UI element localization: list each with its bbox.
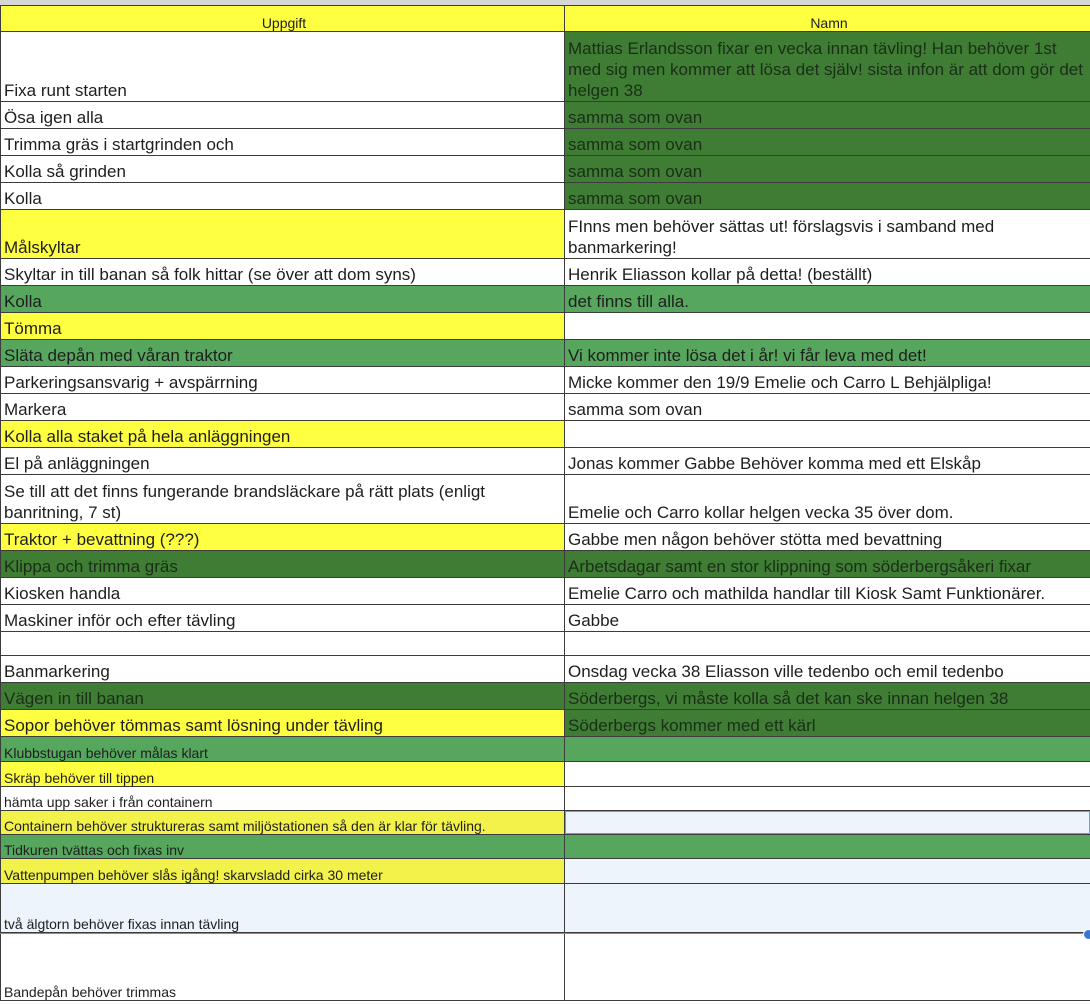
name-cell[interactable]: Mattias Erlandsson fixar en vecka innan tävling! Han behöver 1st med sig men kommer att lösa det själv! sista infon är att dom gör det helgen 38 bbox=[565, 32, 1090, 102]
name-cell[interactable]: Söderbergs kommer med ett kärl bbox=[565, 710, 1090, 737]
table-row bbox=[1, 259, 1090, 286]
task-cell[interactable]: Målskyltar bbox=[1, 210, 565, 259]
selection-border bbox=[0, 933, 1086, 934]
task-cell[interactable]: Kolla bbox=[1, 183, 565, 210]
table-row bbox=[1, 835, 1090, 859]
name-cell[interactable] bbox=[565, 421, 1090, 448]
table-row bbox=[1, 394, 1090, 421]
task-cell[interactable]: Traktor + bevattning (???) bbox=[1, 524, 565, 551]
task-cell[interactable]: Klippa och trimma gräs bbox=[1, 551, 565, 578]
name-cell[interactable]: Söderbergs, vi måste kolla så det kan ske innan helgen 38 bbox=[565, 683, 1090, 710]
task-cell[interactable]: Banmarkering bbox=[1, 656, 565, 683]
column-header-task[interactable]: Uppgift bbox=[1, 6, 565, 32]
table-row bbox=[1, 656, 1090, 683]
task-cell[interactable] bbox=[1, 632, 565, 656]
name-cell[interactable] bbox=[565, 762, 1090, 787]
task-cell[interactable]: Sopor behöver tömmas samt lösning under tävling bbox=[1, 710, 565, 737]
task-cell[interactable]: Fixa runt starten bbox=[1, 32, 565, 102]
task-cell[interactable]: Kolla bbox=[1, 286, 565, 313]
selection-handle[interactable] bbox=[1083, 929, 1090, 940]
name-cell[interactable]: Micke kommer den 19/9 Emelie och Carro L Behjälpliga! bbox=[565, 367, 1090, 394]
task-cell[interactable]: Skyltar in till banan så folk hittar (se över att dom syns) bbox=[1, 259, 565, 286]
task-cell[interactable]: Trimma gräs i startgrinden och bbox=[1, 129, 565, 156]
name-cell[interactable] bbox=[565, 787, 1090, 811]
name-cell[interactable] bbox=[565, 313, 1090, 340]
name-cell[interactable] bbox=[565, 835, 1090, 859]
table-row bbox=[1, 524, 1090, 551]
table-row bbox=[1, 683, 1090, 710]
table-row bbox=[1, 933, 1090, 1001]
table-row bbox=[1, 421, 1090, 448]
table-row bbox=[1, 605, 1090, 632]
task-cell[interactable]: två älgtorn behöver fixas innan tävling bbox=[1, 884, 565, 933]
task-cell[interactable]: Se till att det finns fungerande brandsläckare på rätt plats (enligt banritning, 7 st) bbox=[1, 475, 565, 524]
task-cell[interactable]: Bandepån behöver trimmas bbox=[1, 933, 565, 1001]
task-cell[interactable]: Parkeringsansvarig + avspärrning bbox=[1, 367, 565, 394]
name-cell[interactable]: Onsdag vecka 38 Eliasson ville tedenbo och emil tedenbo bbox=[565, 656, 1090, 683]
table-row bbox=[1, 632, 1090, 656]
table-row bbox=[1, 859, 1090, 884]
task-cell[interactable]: Tidkuren tvättas och fixas inv bbox=[1, 835, 565, 859]
table-row bbox=[1, 787, 1090, 811]
column-header-name[interactable]: Namn bbox=[565, 6, 1090, 32]
task-cell[interactable]: Skräp behöver till tippen bbox=[1, 762, 565, 787]
task-cell[interactable]: Vägen in till banan bbox=[1, 683, 565, 710]
task-spreadsheet bbox=[0, 5, 1090, 1001]
name-cell[interactable] bbox=[565, 632, 1090, 656]
table-row bbox=[1, 551, 1090, 578]
name-cell[interactable]: samma som ovan bbox=[565, 102, 1090, 129]
table-row bbox=[1, 578, 1090, 605]
task-cell[interactable]: Tömma bbox=[1, 313, 565, 340]
name-cell[interactable]: samma som ovan bbox=[565, 156, 1090, 183]
table-row bbox=[1, 884, 1090, 933]
header-row bbox=[1, 6, 1090, 32]
name-cell[interactable]: Emelie Carro och mathilda handlar till Kiosk Samt Funktionärer. bbox=[565, 578, 1090, 605]
table-row bbox=[1, 210, 1090, 259]
task-cell[interactable]: Kolla så grinden bbox=[1, 156, 565, 183]
name-cell[interactable] bbox=[565, 884, 1090, 933]
task-cell[interactable]: Kiosken handla bbox=[1, 578, 565, 605]
table-row bbox=[1, 340, 1090, 367]
name-cell[interactable] bbox=[565, 811, 1090, 835]
table-row bbox=[1, 156, 1090, 183]
table-row bbox=[1, 448, 1090, 475]
table-row bbox=[1, 286, 1090, 313]
name-cell[interactable]: Emelie och Carro kollar helgen vecka 35 över dom. bbox=[565, 475, 1090, 524]
task-cell[interactable]: Vattenpumpen behöver slås igång! skarvsladd cirka 30 meter bbox=[1, 859, 565, 884]
table-row bbox=[1, 313, 1090, 340]
task-cell[interactable]: Släta depån med våran traktor bbox=[1, 340, 565, 367]
task-cell[interactable]: Maskiner inför och efter tävling bbox=[1, 605, 565, 632]
name-cell[interactable]: Jonas kommer Gabbe Behöver komma med ett Elskåp bbox=[565, 448, 1090, 475]
name-cell[interactable] bbox=[565, 859, 1090, 884]
task-cell[interactable]: Klubbstugan behöver målas klart bbox=[1, 737, 565, 762]
table-row bbox=[1, 710, 1090, 737]
name-cell[interactable]: samma som ovan bbox=[565, 183, 1090, 210]
name-cell[interactable]: det finns till alla. bbox=[565, 286, 1090, 313]
table-row bbox=[1, 762, 1090, 787]
table-row bbox=[1, 32, 1090, 102]
table-row bbox=[1, 737, 1090, 762]
name-cell[interactable]: samma som ovan bbox=[565, 129, 1090, 156]
table-row bbox=[1, 183, 1090, 210]
table-row bbox=[1, 129, 1090, 156]
name-cell[interactable] bbox=[565, 737, 1090, 762]
table-row bbox=[1, 811, 1090, 835]
name-cell[interactable]: Arbetsdagar samt en stor klippning som söderbergsåkeri fixar bbox=[565, 551, 1090, 578]
name-cell[interactable]: FInns men behöver sättas ut! förslagsvis i samband med banmarkering! bbox=[565, 210, 1090, 259]
task-cell[interactable]: Kolla alla staket på hela anläggningen bbox=[1, 421, 565, 448]
table-row bbox=[1, 102, 1090, 129]
name-cell[interactable] bbox=[565, 933, 1090, 1001]
name-cell[interactable]: Vi kommer inte lösa det i år! vi får leva med det! bbox=[565, 340, 1090, 367]
table-row bbox=[1, 475, 1090, 524]
name-cell[interactable]: Gabbe men någon behöver stötta med bevattning bbox=[565, 524, 1090, 551]
task-cell[interactable]: hämta upp saker i från containern bbox=[1, 787, 565, 811]
name-cell[interactable]: Henrik Eliasson kollar på detta! (beställt) bbox=[565, 259, 1090, 286]
table-row bbox=[1, 367, 1090, 394]
task-cell[interactable]: Ösa igen alla bbox=[1, 102, 565, 129]
name-cell[interactable]: samma som ovan bbox=[565, 394, 1090, 421]
task-cell[interactable]: Containern behöver struktureras samt miljöstationen så den är klar för tävling. bbox=[1, 811, 565, 835]
name-cell[interactable]: Gabbe bbox=[565, 605, 1090, 632]
task-cell[interactable]: El på anläggningen bbox=[1, 448, 565, 475]
task-cell[interactable]: Markera bbox=[1, 394, 565, 421]
